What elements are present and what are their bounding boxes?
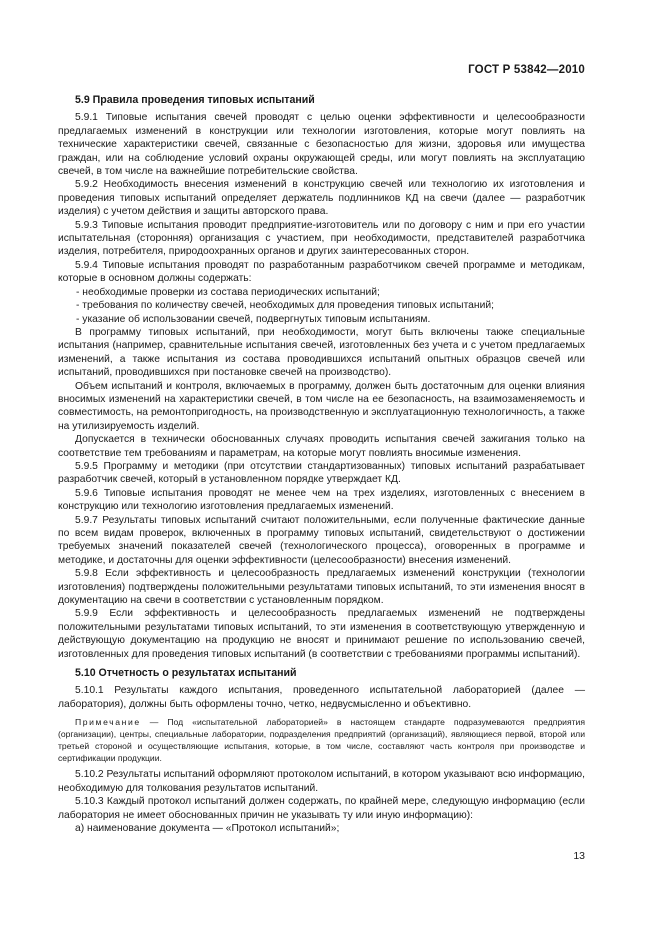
list-item-a: а) наименование документа — «Протокол испытаний»; [75, 822, 340, 834]
paragraph-program: В программу типовых испытаний, при необходимости, могут быть включены также специальные испытания (например, сравнительные испытания свечей, изготовленных без учета и с учетом предлагаемых изменений, а также испытания из состава проводившихся испытаний опытных образцов свечей или испытаний, проводившихся при постановке свечей на производство). [58, 326, 585, 379]
paragraph-5-9-9: 5.9.9 Если эффективность и целесообразность предлагаемых изменений не подтверждены положительными результатами типовых испытаний, то эти изменения в соответствующую утвержденную и действующую документацию на продукцию не вносят и принимают решение по использованию свечей, изготовленных для проведения типовых испытаний (в соответствии с требованиями программы испытаний). [58, 608, 585, 660]
paragraph-5-10-3: 5.10.3 Каждый протокол испытаний должен содержать, по крайней мере, следующую информацию (если лаборатория не имеет обоснованных причин не указывать ту или иную информацию): [58, 796, 585, 821]
paragraph-5-10-2: 5.10.2 Результаты испытаний оформляют протоколом испытаний, в котором указывают всю информацию, необходимую для толкования результатов испытаний. [58, 769, 585, 794]
paragraph-scope: Объем испытаний и контроля, включаемых в программу, должен быть достаточным для оценки влияния вносимых изменений на характеристики свечей, в том числе на ее безопасность, на взаимозаменяемость и совместимость, на ремонтопригодность, на производственную и эксплуатационную технологичность, а также на утилизируемость изделий. [58, 380, 585, 432]
note [58, 716, 585, 764]
list-item: - требования по количеству свечей, необходимых для проведения типовых испытаний; [76, 300, 494, 312]
paragraph-5-9-6: 5.9.6 Типовые испытания проводят не менее чем на трех изделиях, изготовленных с внесением в конструкцию или технологию изготовления предлагаемых изменений. [58, 487, 585, 513]
paragraph-allowed: Допускается в технически обоснованных случаях проводить испытания свечей зажигания только на соответствие тем требованиям и параметрам, на которые могут повлиять вносимые изменения. [58, 434, 585, 459]
paragraph-5-9-4: 5.9.4 Типовые испытания проводят по разработанным разработчиком свечей программе и методикам, которые в основном должны содержать: [58, 259, 585, 285]
note-label: Примечание [75, 717, 141, 728]
paragraph-5-9-3: 5.9.3 Типовые испытания проводит предприятие-изготовитель или по договору с ним и при его участии испытательная (сторонняя) организация с участием, при необходимости, представителей разработчика изделия, потребителя, природоохранных органов и других заинтересованных сторон. [58, 219, 585, 258]
paragraph-5-9-8: 5.9.8 Если эффективность и целесообразность предлагаемых изменений конструкции (технологии изготовления) подтверждены положительными результатами типовых испытаний, то эти изменения вносят в документацию на свечи в соответствии с установленным порядком. [58, 568, 585, 607]
standard-number: ГОСТ Р 53842—2010 [468, 64, 585, 76]
section-heading-5-10: 5.10 Отчетность о результатах испытаний [75, 667, 297, 680]
paragraph-5-9-5: 5.9.5 Программу и методики (при отсутствии стандартизованных) типовых испытаний разрабатывает разработчик свечей, который в установленном порядке утверждает КД. [58, 460, 585, 486]
section-heading-5-9: 5.9 Правила проведения типовых испытаний [75, 94, 315, 106]
paragraph-5-9-2: 5.9.2 Необходимость внесения изменений в конструкцию свечей или технологию их изготовления и проведения типовых испытаний определяет держатель подлинников КД на свечи (далее — разработчик изделия) с учетом действия и защиты авторского права. [58, 179, 585, 218]
list-item: - указание об использовании свечей, подвергнутых типовым испытаниям. [76, 313, 431, 325]
document-body [58, 94, 585, 835]
paragraph-5-9-7: 5.9.7 Результаты типовых испытаний считают положительными, если полученные фактические данные по всем видам проверок, включенных в программу типовых испытаний, свидетельствуют о достижении требуемых значений показателей свечей (технологического процесса), оговоренных в программе и методике, и достаточны для оценки эффективности (целесообразности) внесения изменений. [58, 514, 585, 566]
paragraph-5-10-1: 5.10.1 Результаты каждого испытания, проведенного испытательной лабораторией (далее — лаборатория), должны быть оформлены точно, четко, недвусмысленно и объективно. [58, 685, 585, 710]
note-text: — Под «испытательной лабораторией» в настоящем стандарте подразумеваются предприятия (организации), центры, специальные лаборатории, подразделения предприятий (организаций), являющиеся первой, второй или третьей стороной и осуществляющие испытания, которые, в том числе, составляют часть контроля при производстве и сертификации продукции. [58, 717, 585, 764]
list-item: - необходимые проверки из состава периодических испытаний; [76, 286, 380, 298]
paragraph-5-9-1: 5.9.1 Типовые испытания свечей проводят с целью оценки эффективности и целесообразности предлагаемых изменений в конструкции или технологии изготовления, которые могут повлиять на технические характеристики свечей, связанные с безопасностью для жизни, здоровья или имущества граждан, или на соблюдение условий охраны окружающей среды, или могут повлиять на эксплуатацию свечей, в том числе на важнейшие потребительские свойства. [58, 112, 585, 178]
page-number: 13 [573, 850, 585, 862]
